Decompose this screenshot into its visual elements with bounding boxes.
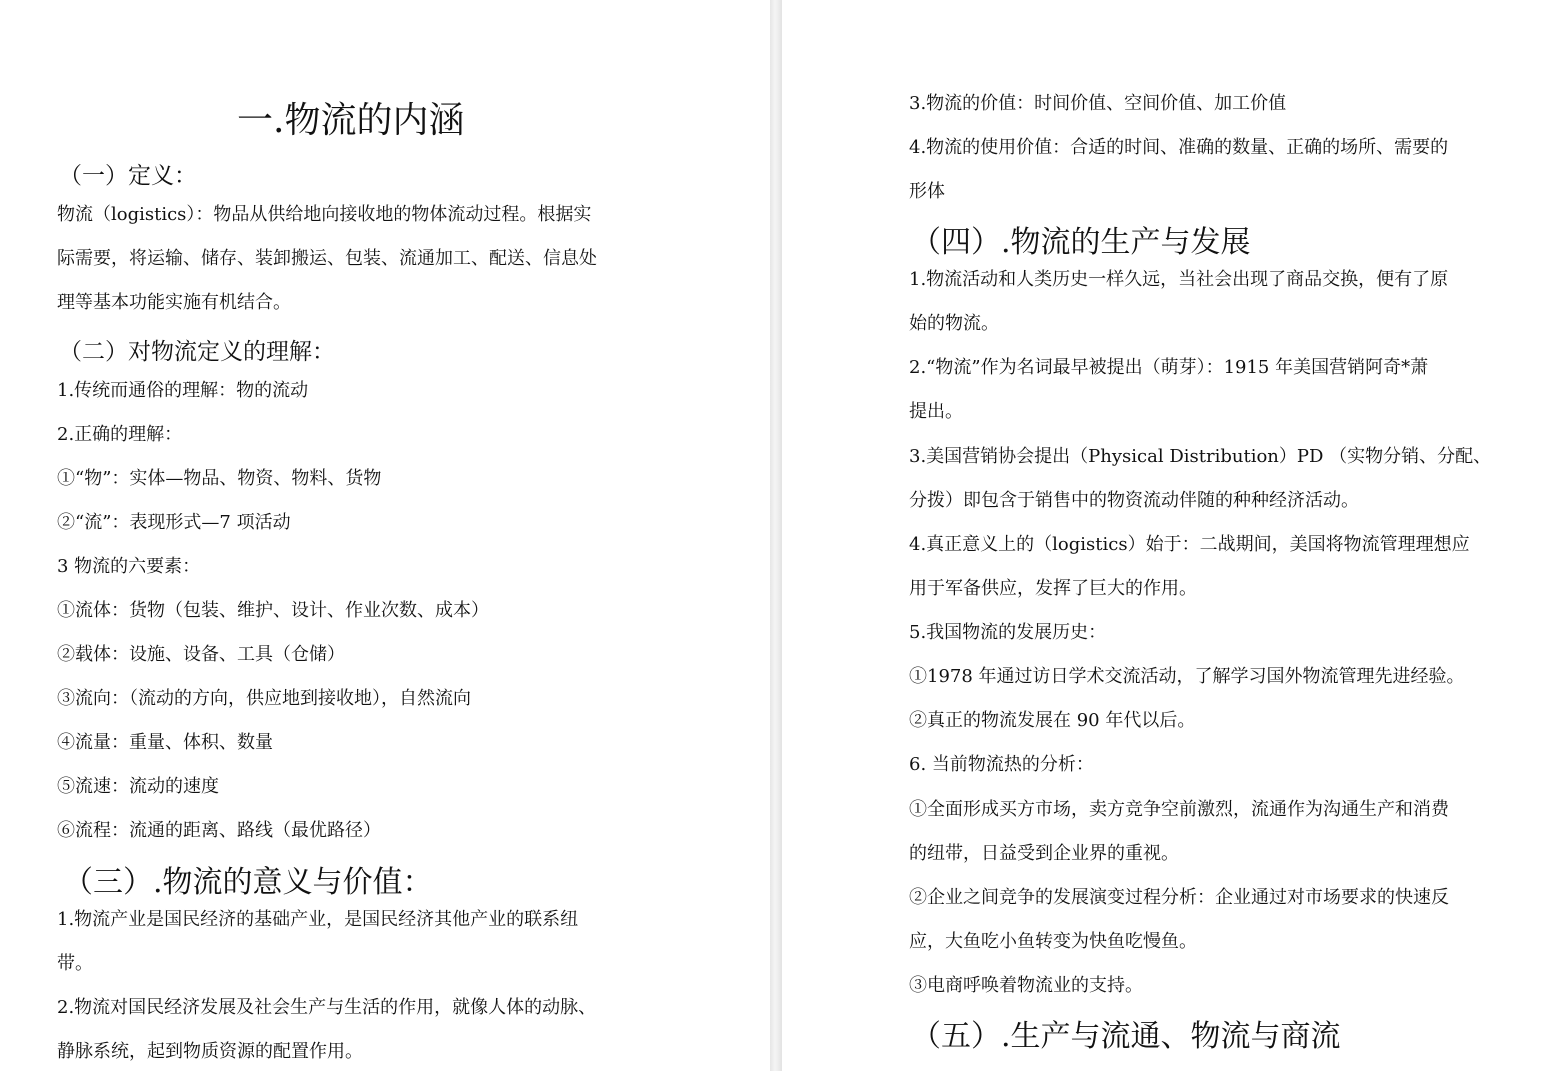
paragraph-line: ②真正的物流发展在 90 年代以后。 (909, 710, 1196, 731)
paragraph-line: 6. 当前物流热的分析： (909, 754, 1094, 775)
paragraph-line: 分拨）即包含于销售中的物资流动伴随的种种经济活动。 (909, 490, 1359, 511)
paragraph-line: 2.“物流”作为名词最早被提出（萌芽）：1915 年美国营销阿奇*萧 (909, 357, 1429, 378)
paragraph-line: 的纽带，日益受到企业界的重视。 (909, 843, 1179, 864)
paragraph-line: 带。 (57, 953, 93, 974)
paragraph-line: 1.传统而通俗的理解：物的流动 (57, 380, 309, 401)
paragraph-line: ②载体：设施、设备、工具（仓储） (57, 644, 345, 665)
paragraph-line: 用于军备供应，发挥了巨大的作用。 (909, 578, 1197, 599)
paragraph-line: 2.物流对国民经济发展及社会生产与生活的作用，就像人体的动脉、 (57, 997, 597, 1018)
right-page (782, 0, 1554, 1071)
paragraph-line: ①“物”：实体—物品、物资、物料、货物 (57, 468, 382, 489)
paragraph-line: 5.我国物流的发展历史： (909, 622, 1107, 643)
page-gutter (770, 0, 782, 1071)
paragraph-line: ②企业之间竞争的发展演变过程分析：企业通过对市场要求的快速反 (909, 887, 1449, 908)
paragraph-line: 4.真正意义上的（logistics）始于：二战期间，美国将物流管理理想应 (909, 534, 1470, 555)
paragraph-line: 4.物流的使用价值：合适的时间、准确的数量、正确的场所、需要的 (909, 137, 1449, 158)
paragraph-line: ⑤流速：流动的速度 (57, 776, 219, 797)
paragraph-line: 3.物流的价值：时间价值、空间价值、加工价值 (909, 93, 1287, 114)
paragraph-line: ①流体：货物（包装、维护、设计、作业次数、成本） (57, 600, 489, 621)
section-heading-definition: （一）定义： (59, 163, 197, 189)
paragraph-line: 提出。 (909, 401, 963, 422)
section-heading-value: （三）.物流的意义与价值： (63, 865, 433, 900)
paragraph-line: 1.物流活动和人类历史一样久远，当社会出现了商品交换，便有了原 (909, 269, 1449, 290)
paragraph-line: 1.物流产业是国民经济的基础产业，是国民经济其他产业的联系纽 (57, 909, 579, 930)
paragraph-line: 物流（logistics）：物品从供给地向接收地的物体流动过程。根据实 (57, 204, 592, 225)
paragraph-line: ③电商呼唤着物流业的支持。 (909, 975, 1143, 996)
left-page (0, 0, 770, 1071)
paragraph-line: ②“流”：表现形式—7 项活动 (57, 512, 291, 533)
section-heading-development: （四）.物流的生产与发展 (911, 225, 1251, 260)
paragraph-line: 形体 (909, 181, 945, 202)
paragraph-line: ⑥流程：流通的距离、路线（最优路径） (57, 820, 381, 841)
paragraph-line: ③流向：（流动的方向，供应地到接收地），自然流向 (57, 688, 471, 709)
paragraph-line: ①全面形成买方市场，卖方竞争空前激烈，流通作为沟通生产和消费 (909, 799, 1449, 820)
paragraph-line: ④流量：重量、体积、数量 (57, 732, 273, 753)
section-heading-circulation: （五）.生产与流通、物流与商流 (911, 1019, 1341, 1054)
paragraph-line: 3.美国营销协会提出（Physical Distribution）PD （实物分销、分配、 (909, 446, 1492, 467)
paragraph-line: 静脉系统，起到物质资源的配置作用。 (57, 1041, 363, 1062)
paragraph-line: ①1978 年通过访日学术交流活动，了解学习国外物流管理先进经验。 (909, 666, 1465, 687)
paragraph-line: 理等基本功能实施有机结合。 (57, 292, 291, 313)
section-heading-understanding: （二）对物流定义的理解： (59, 339, 335, 365)
paragraph-line: 2.正确的理解： (57, 424, 183, 445)
paragraph-line: 应，大鱼吃小鱼转变为快鱼吃慢鱼。 (909, 931, 1197, 952)
paragraph-line: 3 物流的六要素： (57, 556, 201, 577)
page-title: 一.物流的内涵 (237, 100, 465, 141)
paragraph-line: 际需要，将运输、储存、装卸搬运、包装、流通加工、配送、信息处 (57, 248, 597, 269)
paragraph-line: 始的物流。 (909, 313, 999, 334)
